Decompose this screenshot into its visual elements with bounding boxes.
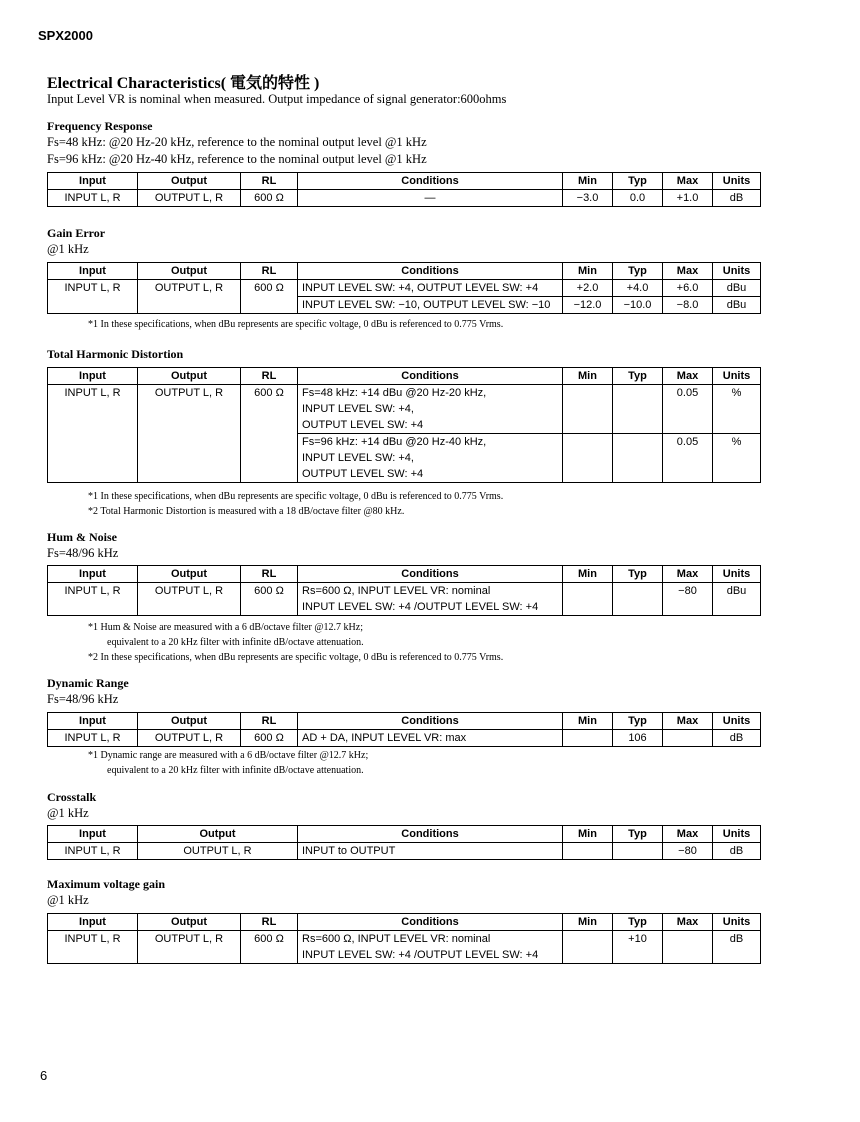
- cell-min: −12.0: [563, 297, 613, 314]
- table-header-row: [48, 263, 761, 280]
- header-rl: RL: [241, 263, 298, 280]
- dynamic-range-title: Dynamic Range: [47, 676, 129, 690]
- cell-conditions: INPUT LEVEL SW: +4, OUTPUT LEVEL SW: +4: [298, 280, 563, 297]
- page-number: 6: [40, 1068, 48, 1083]
- header-units: Units: [713, 263, 761, 280]
- header-typ: Typ: [613, 566, 663, 583]
- header-min: Min: [563, 368, 613, 385]
- freq-response-table: [47, 172, 761, 207]
- table-row: [48, 730, 761, 747]
- header-rl: RL: [241, 566, 298, 583]
- hum-noise-note-2: *2 In these specifications, when dBu represents are specific voltage, 0 dBu is referenced to 0.775 Vrms.: [88, 652, 504, 663]
- crosstalk-table: [47, 825, 761, 860]
- cell-units: dBu: [713, 280, 761, 297]
- cell-input: INPUT L, R: [48, 190, 138, 207]
- header-conditions: Conditions: [298, 566, 563, 583]
- crosstalk-title: Crosstalk: [47, 790, 97, 804]
- cell-min: [563, 583, 613, 616]
- max-gain-sub: @1 kHz: [47, 893, 89, 907]
- table-row: [48, 931, 761, 948]
- cell-input: INPUT L, R: [48, 280, 138, 314]
- cell-rl: 600 Ω: [241, 190, 298, 207]
- hum-noise-sub: Fs=48/96 kHz: [47, 546, 119, 560]
- cell-conditions: AD + DA, INPUT LEVEL VR: max: [298, 730, 563, 747]
- table-row: [48, 190, 761, 207]
- header-units: Units: [713, 566, 761, 583]
- header-typ: Typ: [613, 263, 663, 280]
- cell-conditions: INPUT LEVEL SW: +4,: [298, 450, 563, 466]
- cell-typ: [613, 434, 663, 483]
- header-max: Max: [663, 566, 713, 583]
- header-max: Max: [663, 914, 713, 931]
- cell-units: dBu: [713, 583, 761, 616]
- cell-units: %: [713, 385, 761, 434]
- cell-input: INPUT L, R: [48, 931, 138, 964]
- cell-max: −80: [663, 843, 713, 860]
- dynamic-range-sub: Fs=48/96 kHz: [47, 692, 119, 706]
- header-typ: Typ: [613, 914, 663, 931]
- gain-error-table: [47, 262, 761, 314]
- max-gain-title: Maximum voltage gain: [47, 877, 165, 891]
- cell-input: INPUT L, R: [48, 843, 138, 860]
- header-output: Output: [138, 368, 241, 385]
- header-max: Max: [663, 368, 713, 385]
- cell-output: OUTPUT L, R: [138, 583, 241, 616]
- model-name: SPX2000: [38, 28, 93, 43]
- cell-typ: [613, 843, 663, 860]
- header-min: Min: [563, 914, 613, 931]
- freq-response-line2: Fs=96 kHz: @20 Hz-40 kHz, reference to the nominal output level @1 kHz: [47, 152, 427, 166]
- cell-max: +1.0: [663, 190, 713, 207]
- header-conditions: Conditions: [298, 826, 563, 843]
- header-output: Output: [138, 713, 241, 730]
- table-header-row: [48, 173, 761, 190]
- header-input: Input: [48, 263, 138, 280]
- cell-min: +2.0: [563, 280, 613, 297]
- cell-conditions: OUTPUT LEVEL SW: +4: [298, 466, 563, 483]
- cell-input: INPUT L, R: [48, 583, 138, 616]
- table-header-row: [48, 566, 761, 583]
- header-input: Input: [48, 713, 138, 730]
- cell-typ: [613, 385, 663, 434]
- header-output: Output: [138, 173, 241, 190]
- header-max: Max: [663, 713, 713, 730]
- cell-conditions: —: [298, 190, 563, 207]
- table-row: [48, 385, 761, 402]
- cell-max: −80: [663, 583, 713, 616]
- header-rl: RL: [241, 368, 298, 385]
- cell-units: dB: [713, 190, 761, 207]
- header-rl: RL: [241, 173, 298, 190]
- header-typ: Typ: [613, 173, 663, 190]
- max-gain-table: [47, 913, 761, 964]
- hum-noise-note-1: *1 Hum & Noise are measured with a 6 dB/octave filter @12.7 kHz;: [88, 622, 363, 633]
- crosstalk-sub: @1 kHz: [47, 806, 89, 820]
- dynamic-range-note-1-cont: equivalent to a 20 kHz filter with infinite dB/octave attenuation.: [107, 765, 364, 776]
- cell-output: OUTPUT L, R: [138, 385, 241, 483]
- hum-noise-title: Hum & Noise: [47, 530, 117, 544]
- cell-output: OUTPUT L, R: [138, 843, 298, 860]
- table-header-row: [48, 713, 761, 730]
- header-conditions: Conditions: [298, 173, 563, 190]
- cell-rl: 600 Ω: [241, 931, 298, 964]
- cell-units: %: [713, 434, 761, 483]
- table-row: [48, 843, 761, 860]
- cell-output: OUTPUT L, R: [138, 730, 241, 747]
- header-min: Min: [563, 713, 613, 730]
- header-conditions: Conditions: [298, 263, 563, 280]
- header-output: Output: [138, 826, 298, 843]
- header-input: Input: [48, 173, 138, 190]
- header-min: Min: [563, 263, 613, 280]
- cell-max: 0.05: [663, 385, 713, 434]
- header-conditions: Conditions: [298, 914, 563, 931]
- hum-noise-table: [47, 565, 761, 616]
- cell-typ: +4.0: [613, 280, 663, 297]
- header-input: Input: [48, 368, 138, 385]
- dynamic-range-table: [47, 712, 761, 747]
- header-input: Input: [48, 566, 138, 583]
- cell-units: dB: [713, 730, 761, 747]
- header-rl: RL: [241, 713, 298, 730]
- cell-output: OUTPUT L, R: [138, 190, 241, 207]
- header-output: Output: [138, 263, 241, 280]
- cell-conditions: INPUT LEVEL SW: −10, OUTPUT LEVEL SW: −10: [298, 297, 563, 314]
- header-units: Units: [713, 826, 761, 843]
- cell-conditions: OUTPUT LEVEL SW: +4: [298, 417, 563, 434]
- cell-max: 0.05: [663, 434, 713, 483]
- header-min: Min: [563, 566, 613, 583]
- freq-response-line1: Fs=48 kHz: @20 Hz-20 kHz, reference to the nominal output level @1 kHz: [47, 135, 427, 149]
- header-min: Min: [563, 173, 613, 190]
- cell-units: dB: [713, 843, 761, 860]
- header-conditions: Conditions: [298, 713, 563, 730]
- cell-conditions: INPUT LEVEL SW: +4 /OUTPUT LEVEL SW: +4: [298, 947, 563, 964]
- cell-typ: +10: [613, 931, 663, 964]
- cell-typ: [613, 583, 663, 616]
- cell-output: OUTPUT L, R: [138, 931, 241, 964]
- gain-error-title: Gain Error: [47, 226, 106, 240]
- table-header-row: [48, 914, 761, 931]
- cell-min: [563, 843, 613, 860]
- cell-conditions: INPUT to OUTPUT: [298, 843, 563, 860]
- cell-max: [663, 730, 713, 747]
- header-units: Units: [713, 368, 761, 385]
- intro-text: Input Level VR is nominal when measured. Output impedance of signal generator:600ohms: [47, 92, 507, 106]
- thd-table: [47, 367, 761, 483]
- thd-note-2: *2 Total Harmonic Distortion is measured with a 18 dB/octave filter @80 kHz.: [88, 506, 405, 517]
- cell-conditions: INPUT LEVEL SW: +4 /OUTPUT LEVEL SW: +4: [298, 599, 563, 616]
- header-conditions: Conditions: [298, 368, 563, 385]
- header-rl: RL: [241, 914, 298, 931]
- cell-min: [563, 385, 613, 434]
- table-header-row: [48, 826, 761, 843]
- header-min: Min: [563, 826, 613, 843]
- header-input: Input: [48, 914, 138, 931]
- cell-max: +6.0: [663, 280, 713, 297]
- cell-min: [563, 730, 613, 747]
- header-max: Max: [663, 173, 713, 190]
- hum-noise-note-1-cont: equivalent to a 20 kHz filter with infinite dB/octave attenuation.: [107, 637, 364, 648]
- gain-error-note-1: *1 In these specifications, when dBu represents are specific voltage, 0 dBu is referenced to 0.775 Vrms.: [88, 319, 504, 330]
- page-title: Electrical Characteristics( 電気的特性 ): [47, 75, 320, 92]
- cell-output: OUTPUT L, R: [138, 280, 241, 314]
- header-typ: Typ: [613, 826, 663, 843]
- table-row: [48, 280, 761, 297]
- cell-conditions: Fs=96 kHz: +14 dBu @20 Hz-40 kHz,: [298, 434, 563, 451]
- cell-units: dBu: [713, 297, 761, 314]
- cell-conditions: INPUT LEVEL SW: +4,: [298, 401, 563, 417]
- cell-min: −3.0: [563, 190, 613, 207]
- cell-typ: 0.0: [613, 190, 663, 207]
- cell-max: −8.0: [663, 297, 713, 314]
- header-max: Max: [663, 826, 713, 843]
- cell-units: dB: [713, 931, 761, 964]
- header-typ: Typ: [613, 713, 663, 730]
- header-output: Output: [138, 566, 241, 583]
- freq-response-title: Frequency Response: [47, 119, 153, 133]
- cell-rl: 600 Ω: [241, 280, 298, 314]
- dynamic-range-note-1: *1 Dynamic range are measured with a 6 dB/octave filter @12.7 kHz;: [88, 750, 369, 761]
- header-units: Units: [713, 713, 761, 730]
- header-max: Max: [663, 263, 713, 280]
- cell-conditions: Fs=48 kHz: +14 dBu @20 Hz-20 kHz,: [298, 385, 563, 402]
- cell-typ: 106: [613, 730, 663, 747]
- table-row: [48, 583, 761, 600]
- thd-note-1: *1 In these specifications, when dBu represents are specific voltage, 0 dBu is referenced to 0.775 Vrms.: [88, 491, 504, 502]
- table-header-row: [48, 368, 761, 385]
- gain-error-sub: @1 kHz: [47, 242, 89, 256]
- header-units: Units: [713, 914, 761, 931]
- thd-title: Total Harmonic Distortion: [47, 347, 184, 361]
- cell-input: INPUT L, R: [48, 385, 138, 483]
- cell-typ: −10.0: [613, 297, 663, 314]
- header-typ: Typ: [613, 368, 663, 385]
- cell-rl: 600 Ω: [241, 730, 298, 747]
- cell-rl: 600 Ω: [241, 583, 298, 616]
- cell-min: [563, 931, 613, 964]
- cell-rl: 600 Ω: [241, 385, 298, 483]
- cell-conditions: Rs=600 Ω, INPUT LEVEL VR: nominal: [298, 931, 563, 948]
- header-output: Output: [138, 914, 241, 931]
- cell-max: [663, 931, 713, 964]
- header-units: Units: [713, 173, 761, 190]
- cell-input: INPUT L, R: [48, 730, 138, 747]
- cell-conditions: Rs=600 Ω, INPUT LEVEL VR: nominal: [298, 583, 563, 600]
- cell-min: [563, 434, 613, 483]
- header-input: Input: [48, 826, 138, 843]
